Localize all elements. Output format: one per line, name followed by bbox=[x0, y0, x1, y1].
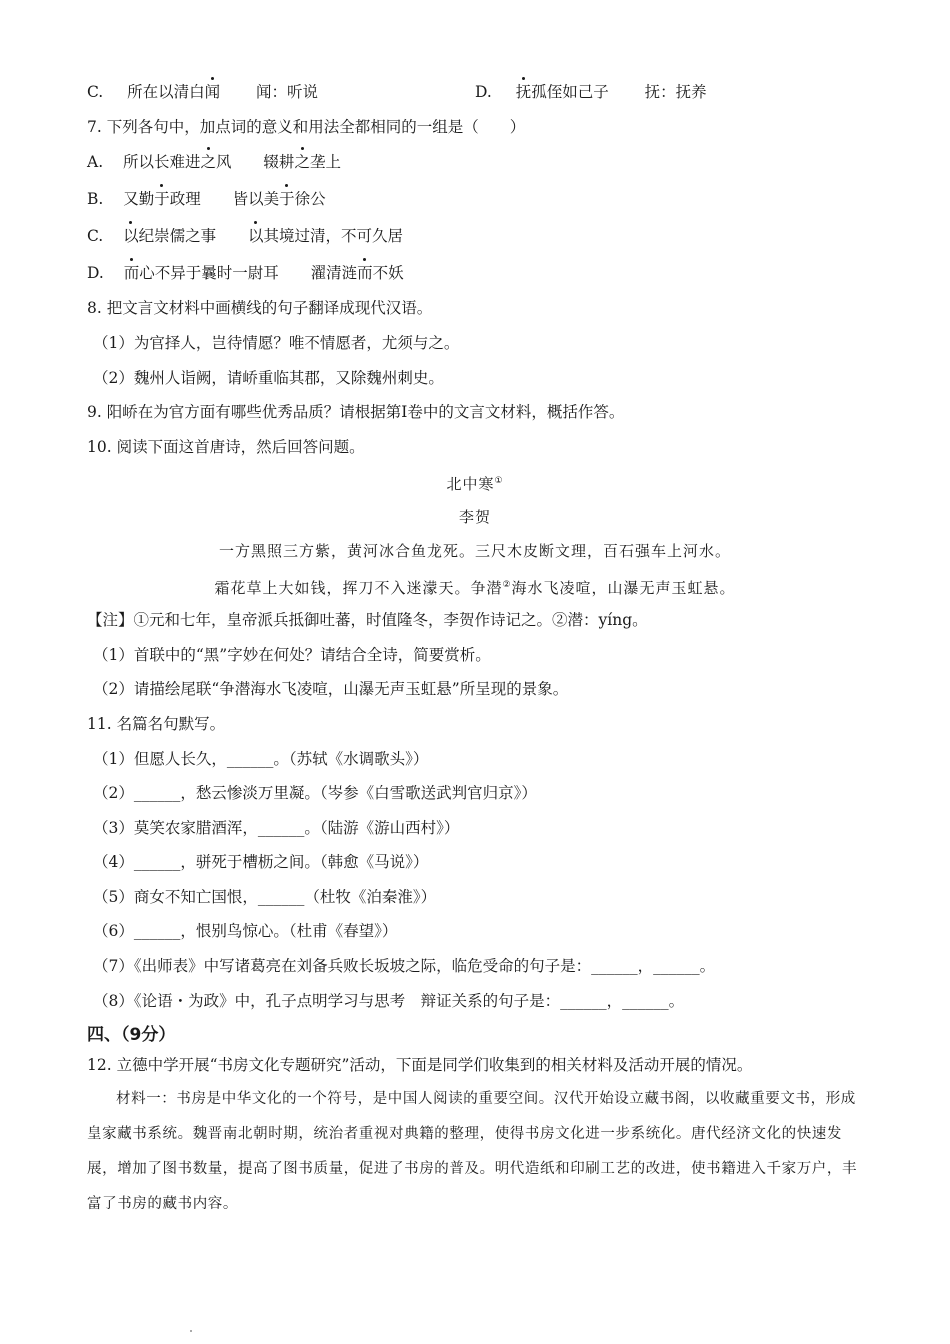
option-text: 垄上 bbox=[309, 153, 341, 171]
q6-options-row bbox=[87, 81, 318, 103]
footnote-marker: ② bbox=[502, 580, 512, 590]
q10-stem: 10. 阅读下面这首唐诗，然后回答问题。 bbox=[87, 438, 365, 456]
q7-option-a bbox=[87, 151, 341, 173]
q7-stem: 7. 下列各句中，加点词的意义和用法全都相同的一组是（ ） bbox=[87, 118, 526, 136]
dictation-item: （7）《出师表》中写诸葛亮在刘备兵败长坂坡之际，临危受命的句子是：______，______。 bbox=[93, 957, 716, 975]
option-label: B. bbox=[87, 190, 104, 208]
emphasis-dot-char: 而 bbox=[123, 264, 140, 282]
option-text: 辍耕 bbox=[263, 153, 295, 171]
dictation-item: （6）______，恨别鸟惊心。（杜甫《春望》） bbox=[93, 922, 398, 940]
q6-c-gloss: 闻：听说 bbox=[256, 83, 319, 101]
option-text: 徐公 bbox=[294, 190, 326, 208]
emphasis-dot-char: 以 bbox=[123, 227, 139, 245]
footnote-marker: ① bbox=[494, 476, 504, 486]
emphasis-dot-char: 抚 bbox=[515, 83, 532, 101]
q6-d-gloss: 抚：抚养 bbox=[644, 83, 707, 101]
q9-stem: 9. 阳峤在为官方面有哪些优秀品质？请根据第Ⅰ卷中的文言文材料，概括作答。 bbox=[87, 403, 625, 421]
option-label: C. bbox=[87, 227, 104, 245]
poem-text: 霜花草上大如钱，挥刀不入迷濛天。争潜 bbox=[214, 579, 503, 597]
dictation-item: （4）______，骈死于槽枥之间。（韩愈《马说》） bbox=[93, 853, 429, 871]
option-text: 风 bbox=[216, 153, 232, 171]
q10-sub-2: （2）请描绘尾联“争潜海水飞凌喧，山瀑无声玉虹悬”所呈现的景象。 bbox=[93, 680, 569, 698]
option-text: 纪崇儒之事 bbox=[138, 227, 217, 245]
option-text: 政理 bbox=[169, 190, 201, 208]
q10-sub-1: （1）首联中的“黑”字妙在何处？请结合全诗，简要赏析。 bbox=[93, 646, 491, 664]
q8-sub-1: （1）为官择人，岂待情愿？唯不情愿者，尤须与之。 bbox=[93, 334, 460, 352]
poem-line-1: 一方黑照三方紫，黄河冰合鱼龙死。三尺木皮断文理，百石强车上河水。 bbox=[218, 542, 731, 560]
q6-c-text: 所在以清白 bbox=[127, 83, 205, 101]
q8-sub-2: （2）魏州人诣阙，请峤重临其郡，又除魏州刺史。 bbox=[93, 369, 444, 387]
emphasis-dot-char: 之 bbox=[294, 153, 310, 171]
poem-text: 海水飞凌喧，山瀑无声玉虹悬。 bbox=[511, 579, 736, 597]
option-text: 其境过清，不可久居 bbox=[263, 227, 404, 245]
section-heading: 四、（9分） bbox=[87, 1025, 176, 1045]
emphasis-dot-char: 而 bbox=[357, 264, 373, 282]
poem-line-2 bbox=[0, 574, 950, 599]
q7-option-d bbox=[87, 262, 404, 284]
dictation-item: （3）莫笑农家腊酒浑，______。（陆游《游山西村》） bbox=[93, 819, 460, 837]
emphasis-dot-char: 闻 bbox=[204, 83, 221, 101]
dictation-item: （5）商女不知亡国恨，______（杜牧《泊秦淮》） bbox=[93, 888, 437, 906]
material-1-paragraph: 材料一：书房是中华文化的一个符号，是中国人阅读的重要空间。汉代开始设立藏书阁，以收藏重要文书，形成皇家藏书系统。魏晋南北朝时期，统治者重视对典籍的整理，使得书房文化进一步系统化。唐代经济文化的快速发展，增加了图书数量，提高了图书质量，促进了书房的普及。明代造纸和印刷工艺的改进，使书籍进入千家万户，丰富了书房的藏书内容。 bbox=[87, 1091, 858, 1212]
q6-option-d bbox=[475, 81, 707, 103]
q12-stem: 12. 立德中学开展“书房文化专题研究”活动，下面是同学们收集到的相关材料及活动开展的情况。 bbox=[87, 1056, 753, 1074]
q8-stem: 8. 把文言文材料中画横线的句子翻译成现代汉语。 bbox=[87, 299, 433, 317]
option-text: 不妖 bbox=[372, 264, 404, 282]
option-text: 皆以美 bbox=[232, 190, 280, 208]
dictation-item: （8）《论语・为政》中，孔子点明学习与思考 辩证关系的句子是：______，______。 bbox=[93, 992, 685, 1010]
poem-title-text: 北中寒 bbox=[446, 475, 495, 493]
emphasis-dot-char: 以 bbox=[248, 227, 264, 245]
emphasis-dot-char: 之 bbox=[200, 153, 217, 171]
q6-d-text: 孤侄如己子 bbox=[531, 83, 609, 101]
q6-c-label: C. bbox=[87, 83, 104, 101]
q7-option-c bbox=[87, 225, 403, 247]
dictation-item: （2）______，愁云惨淡万里凝。（岑参《白雪歌送武判官归京》） bbox=[93, 784, 537, 802]
poem-note: 【注】①元和七年，皇帝派兵抵御吐蕃，时值隆冬，李贺作诗记之。②潜：yíng。 bbox=[87, 611, 648, 629]
q11-stem: 11. 名篇名句默写。 bbox=[87, 715, 226, 733]
dictation-item: （1）但愿人长久，______。（苏轼《水调歌头》） bbox=[93, 750, 429, 768]
option-text: 心不异于曩时一尉耳 bbox=[139, 264, 279, 282]
poem-author: 李贺 bbox=[458, 508, 491, 526]
poem-title bbox=[0, 470, 950, 495]
option-label: A. bbox=[87, 153, 104, 171]
option-text: 所以长难进 bbox=[123, 153, 201, 171]
emphasis-dot-char: 于 bbox=[154, 190, 170, 208]
emphasis-dot-char: 于 bbox=[279, 190, 295, 208]
page-artifact-dot bbox=[190, 1330, 192, 1332]
q6-d-label: D. bbox=[475, 83, 492, 101]
option-label: D. bbox=[87, 264, 104, 282]
option-text: 又勤 bbox=[123, 190, 155, 208]
option-text: 濯清涟 bbox=[310, 264, 358, 282]
q7-option-b bbox=[87, 188, 326, 210]
